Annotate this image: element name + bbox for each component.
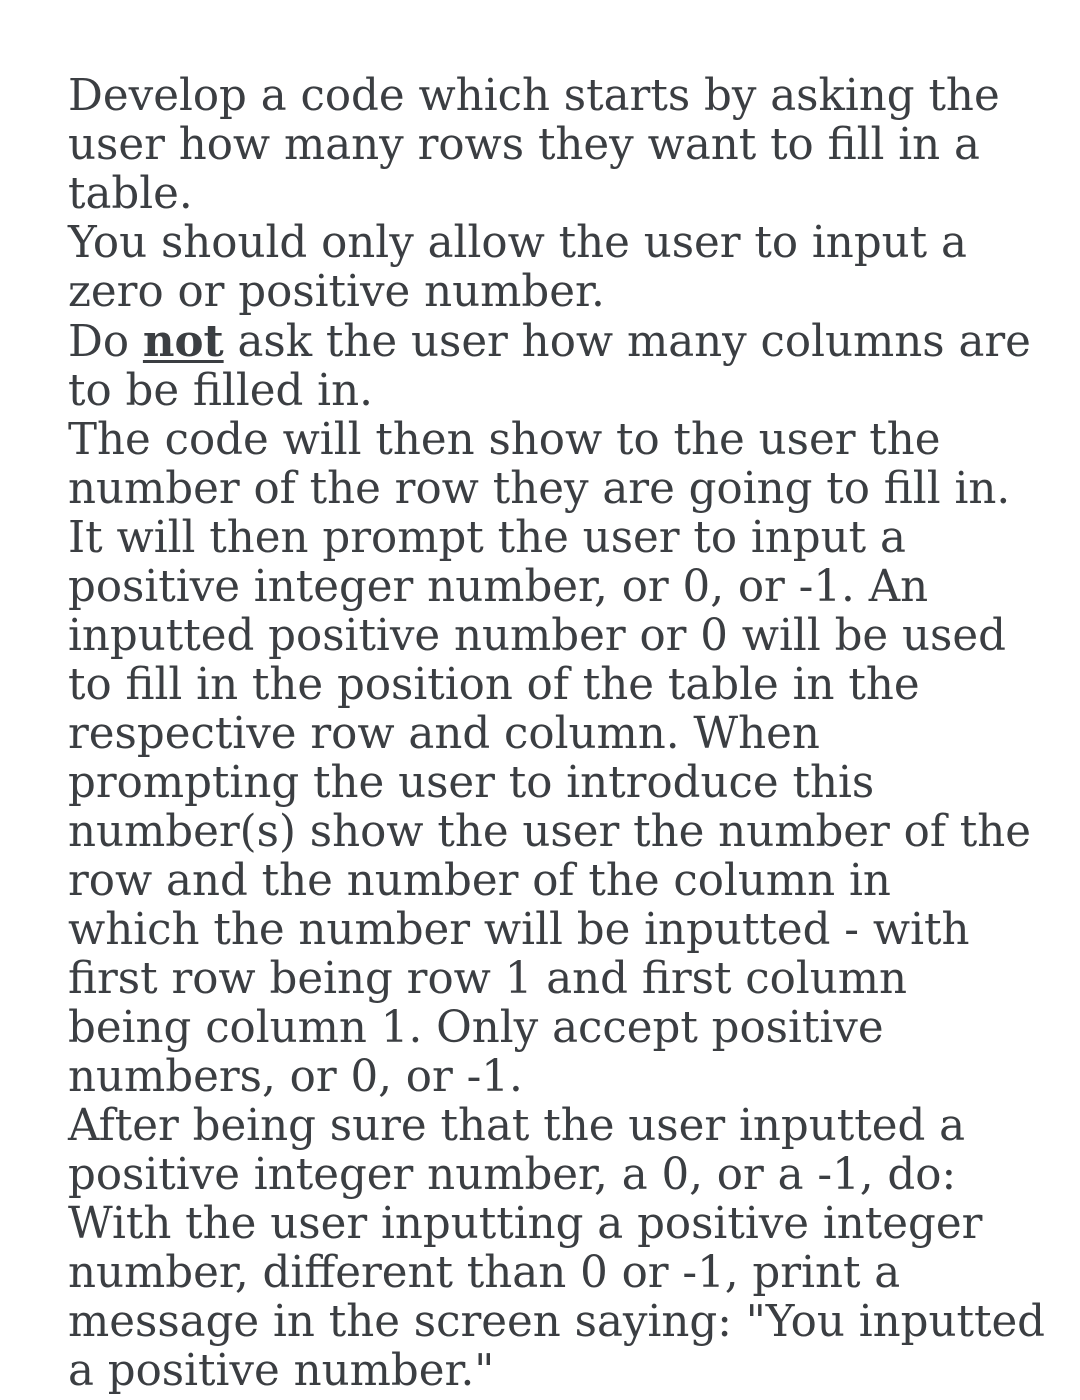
text-line: number of the row they are going to fill in. <box>68 464 1011 514</box>
text-line: The code will then show to the user the <box>68 415 941 465</box>
text-line: With the user inputting a positive integer <box>68 1199 983 1249</box>
text-line: positive integer number, a 0, or a -1, do: <box>68 1150 957 1200</box>
text-line: inputted positive number or 0 will be used <box>68 611 1006 661</box>
text-line: positive integer number, or 0, or -1. An <box>68 562 929 612</box>
text-line: being column 1. Only accept positive <box>68 1003 884 1053</box>
text-line: number, different than 0 or -1, print a <box>68 1248 901 1298</box>
paragraph-input-constraint <box>68 219 1068 317</box>
paragraph-columns-note <box>68 317 1068 416</box>
text-line: zero or positive number. <box>68 267 605 317</box>
paragraph-positive-message <box>68 1200 1068 1396</box>
emphasized-word: not <box>142 316 224 367</box>
paragraph-intro <box>68 72 1068 219</box>
text-line: first row being row 1 and first column <box>68 954 908 1004</box>
text-line: message in the screen saying: "You inputted <box>68 1297 1046 1347</box>
paragraph-after-validation <box>68 1102 1068 1200</box>
text-line-with-emphasis <box>68 317 1068 367</box>
document-body <box>68 72 1068 1396</box>
text-line: which the number will be inputted - with <box>68 905 970 955</box>
text-line: respective row and column. When <box>68 709 820 759</box>
text-line: to fill in the position of the table in the <box>68 660 920 710</box>
text-line: number(s) show the user the number of the <box>68 807 1032 857</box>
text-line: After being sure that the user inputted a <box>68 1101 966 1151</box>
text-run: ask the user how many columns are <box>223 317 1031 367</box>
text-line: numbers, or 0, or -1. <box>68 1052 523 1102</box>
text-run: Do <box>68 317 143 367</box>
paragraph-prompt-details <box>68 514 1068 1102</box>
text-line: It will then prompt the user to input a <box>68 513 906 563</box>
text-line: a positive number." <box>68 1346 495 1396</box>
text-line: to be filled in. <box>68 366 373 416</box>
text-line: user how many rows they want to fill in a <box>68 120 980 170</box>
text-line: table. <box>68 169 193 219</box>
paragraph-show-row <box>68 416 1068 514</box>
text-line: row and the number of the column in <box>68 856 891 906</box>
text-line: Develop a code which starts by asking the <box>68 71 1000 121</box>
text-line: You should only allow the user to input a <box>68 218 967 268</box>
text-line: prompting the user to introduce this <box>68 758 875 808</box>
